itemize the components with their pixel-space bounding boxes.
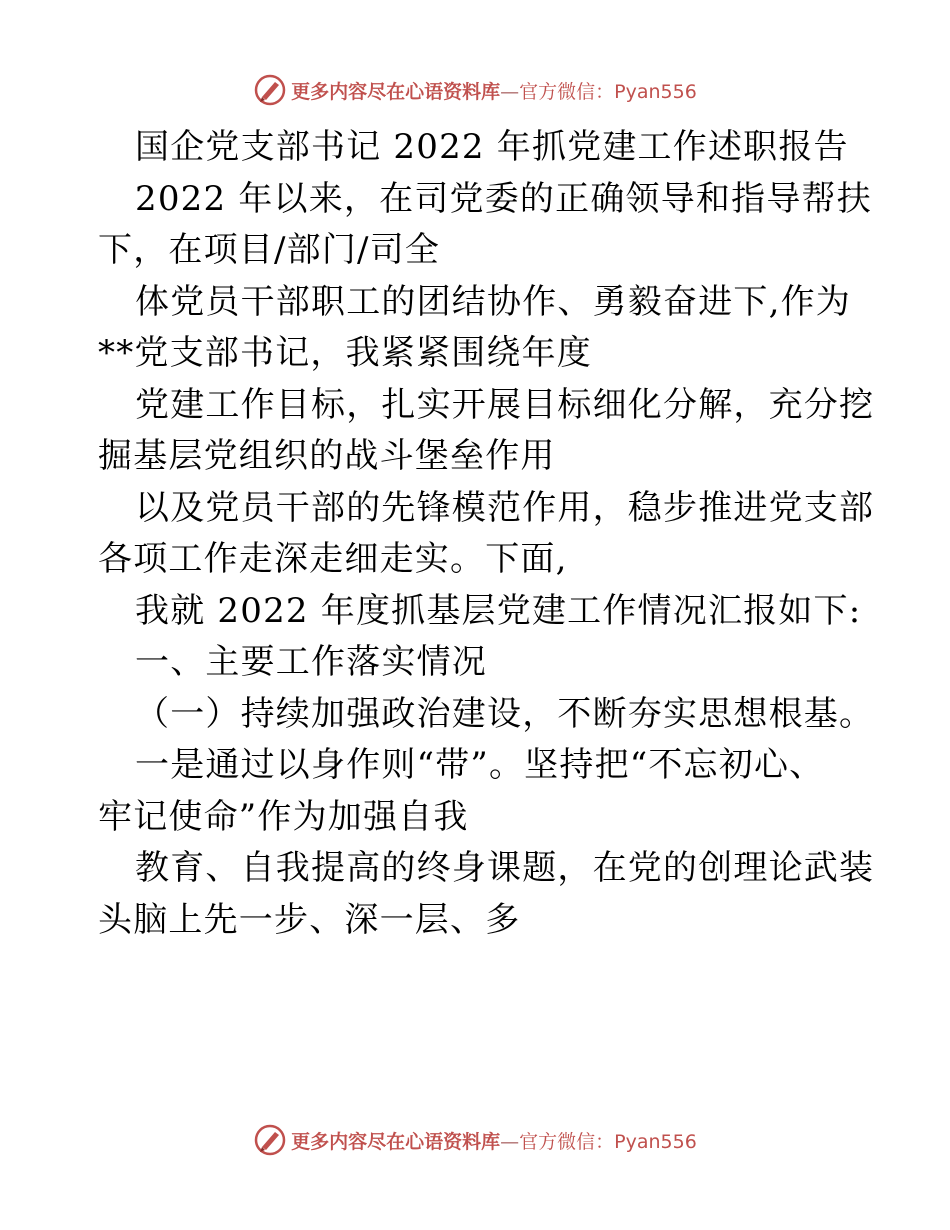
watermark-contact: 官方微信：Pyan556 bbox=[519, 80, 697, 103]
watermark-separator: — bbox=[500, 80, 520, 103]
header-watermark bbox=[0, 72, 950, 108]
text-line: 头脑上先一步、深一层、多 bbox=[98, 899, 521, 940]
document-body bbox=[98, 122, 875, 946]
text-line: 各项工作走深走细走实。下面, bbox=[98, 539, 568, 579]
text-line: 2022 年以来，在司党委的正确领导和指导帮扶 bbox=[135, 178, 872, 219]
text-line: 一是通过以身作则“带”。坚持把“不忘初心、 bbox=[135, 745, 825, 785]
watermark-text bbox=[291, 77, 697, 104]
document-title: 国企党支部书记 2022 年抓党建工作述职报告 bbox=[135, 127, 849, 167]
watermark-main: 更多内容尽在心语资料库 bbox=[291, 1130, 501, 1153]
text-line: 以及党员干部的先锋模范作用，稳步推进党支部 bbox=[135, 487, 875, 528]
section-heading: 一、主要工作落实情况 bbox=[135, 642, 487, 682]
footer-watermark bbox=[0, 1122, 950, 1158]
text-line: 体党员干部职工的团结协作、勇毅奋进下,作为 bbox=[135, 281, 852, 322]
text-line: 下，在项目/部门/司全 bbox=[98, 230, 441, 270]
subsection-heading: （一）持续加强政治建设，不断夯实思想根基。 bbox=[135, 693, 875, 734]
text-line: 党建工作目标，扎实开展目标细化分解，充分挖 bbox=[135, 384, 875, 425]
text-line: 掘基层党组织的战斗堡垒作用 bbox=[98, 436, 556, 476]
watermark-contact: 官方微信：Pyan556 bbox=[519, 1130, 697, 1153]
watermark-text bbox=[291, 1127, 697, 1154]
text-line: **党支部书记，我紧紧围绕年度 bbox=[98, 333, 592, 373]
text-line: 牢记使命”作为加强自我 bbox=[98, 796, 469, 837]
watermark-separator: — bbox=[500, 1130, 520, 1153]
watermark-main: 更多内容尽在心语资料库 bbox=[291, 80, 501, 103]
text-line: 我就 2022 年度抓基层党建工作情况汇报如下: bbox=[135, 590, 862, 631]
text-line: 教育、自我提高的终身课题，在党的创理论武装 bbox=[135, 848, 875, 888]
pen-logo-icon bbox=[253, 73, 287, 107]
pen-logo-icon bbox=[253, 1123, 287, 1157]
